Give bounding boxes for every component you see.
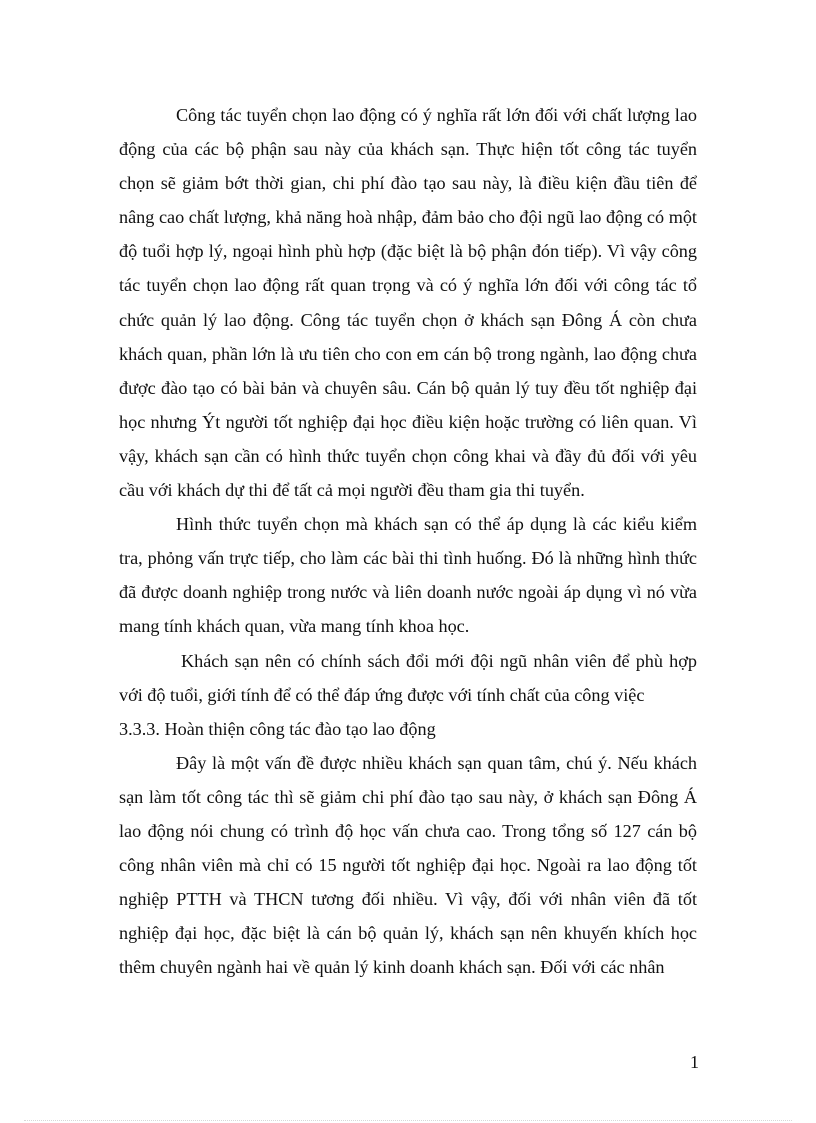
paragraph-staff-renewal: Khách sạn nên có chính sách đổi mới đội ngũ nhân viên để phù hợp với độ tuổi, giới tính để có thể đáp ứng được với tính chất của công việc [119, 650, 697, 705]
section-heading: 3.3.3. Hoàn thiện công tác đào tạo lao động [119, 718, 436, 739]
page-bottom-rule [24, 1120, 792, 1121]
paragraph-training: Đây là một vấn đề được nhiều khách sạn quan tâm, chú ý. Nếu khách sạn làm tốt công tác thì sẽ giảm chi phí đào tạo sau này, ở khách sạn Đông Á lao động nói chung có trình độ học vấn chưa cao. Trong tổng số 127 cán bộ công nhân viên mà chỉ có 15 người tốt nghiệp đại học. Ngoài ra lao động tốt nghiệp PTTH và THCN tương đối nhiều. Vì vậy, đối với nhân viên đã tốt nghiệp đại học, đặc biệt là cán bộ quản lý, khách sạn nên khuyến khích học thêm chuyên ngành hai về quản lý kinh doanh khách sạn. Đối với các nhân [119, 752, 697, 978]
document-body [119, 98, 697, 984]
paragraph-recruitment-importance: Công tác tuyển chọn lao động có ý nghĩa rất lớn đối với chất lượng lao động của các bộ phận sau này của khách sạn. Thực hiện tốt công tác tuyển chọn sẽ giảm bớt thời gian, chi phí đào tạo sau này, là điều kiện đầu tiên để nâng cao chất lượng, khả năng hoà nhập, đảm bảo cho đội ngũ lao động có một độ tuổi hợp lý, ngoại hình phù hợp (đặc biệt là bộ phận đón tiếp). Vì vậy công tác tuyển chọn lao động rất quan trọng và có ý nghĩa lớn đối với công tác tổ chức quản lý lao động. Công tác tuyển chọn ở khách sạn Đông Á còn chưa khách quan, phần lớn là ưu tiên cho con em cán bộ trong ngành, lao động chưa được đào tạo có bài bản và chuyên sâu. Cán bộ quản lý tuy đều tốt nghiệp đại học nhưng Ýt người tốt nghiệp đại học điều kiện hoặc trường có liên quan. Vì vậy, khách sạn cần có hình thức tuyển chọn công khai và đầy đủ đối với yêu cầu với khách dự thi để tất cả mọi người đều tham gia thi tuyển. [119, 105, 697, 501]
page-number: 1 [690, 1052, 699, 1072]
paragraph-recruitment-methods: Hình thức tuyển chọn mà khách sạn có thể áp dụng là các kiểu kiểm tra, phỏng vấn trực tiếp, cho làm các bài thi tình huống. Đó là những hình thức đã được doanh nghiệp trong nước và liên doanh nước ngoài áp dụng vì nó vừa mang tính khách quan, vừa mang tính khoa học. [119, 514, 697, 637]
